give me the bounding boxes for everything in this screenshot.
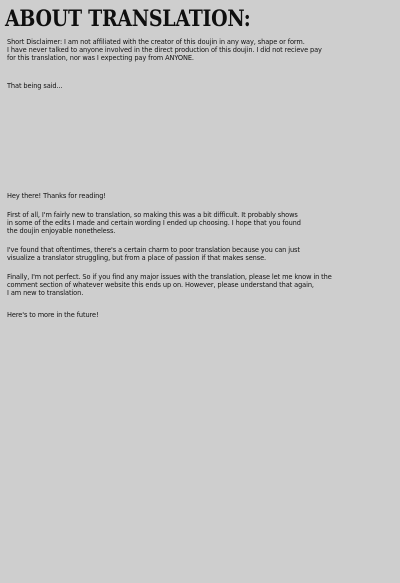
paragraph-line: visualize a translator struggling, but from a place of passion if that makes sense.: [7, 254, 267, 262]
greeting-line: [7, 192, 393, 200]
paragraph-line: Finally, I'm not perfect. So if you find any major issues with the translation, please let me know in the: [7, 273, 332, 281]
that-being-said-text: That being said...: [7, 82, 63, 90]
disclaimer-line: I have never talked to anyone involved in the direct production of this doujin. I did not recieve pay: [7, 46, 322, 54]
paragraph-poor-translation-charm: [7, 246, 393, 262]
disclaimer-line: Short Disclaimer: I am not affiliated with the creator of this doujin in any way, shape or form.: [7, 38, 305, 46]
paragraph-line: the doujin enjoyable nonetheless.: [7, 227, 116, 235]
closing-text: Here's to more in the future!: [7, 311, 99, 319]
paragraph-line: I've found that oftentimes, there's a certain charm to poor translation because you can just: [7, 246, 300, 254]
greeting-text: Hey there! Thanks for reading!: [7, 192, 106, 200]
paragraph-new-to-translation: [7, 211, 393, 235]
paragraph-not-perfect: [7, 273, 393, 297]
paragraph-line: comment section of whatever website this ends up on. However, please understand that again,: [7, 281, 314, 289]
page-title: ABOUT TRANSLATION:: [5, 6, 251, 32]
paragraph-line: in some of the edits I made and certain wording I ended up choosing. I hope that you found: [7, 219, 301, 227]
closing-line: [7, 311, 393, 319]
that-being-said-line: [7, 82, 393, 90]
disclaimer-line: for this translation, nor was I expecting pay from ANYONE.: [7, 54, 194, 62]
paragraph-line: I am new to translation.: [7, 289, 84, 297]
paragraph-line: First of all, I'm fairly new to translation, so making this was a bit difficult. It probably shows: [7, 211, 298, 219]
disclaimer-paragraph: [7, 38, 393, 62]
